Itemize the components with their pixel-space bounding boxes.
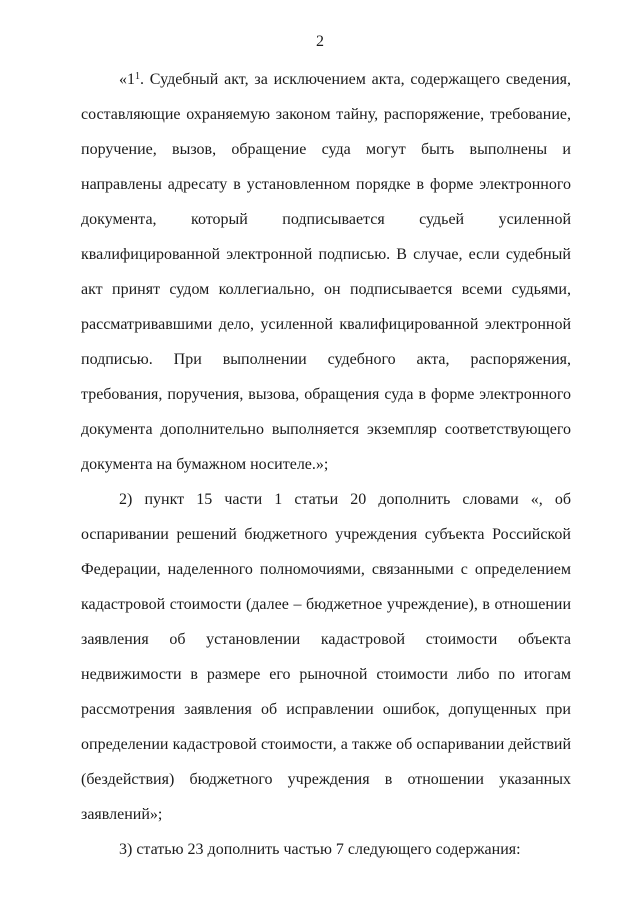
page-number: 2 (316, 33, 324, 50)
paragraph-1-superscript: 1 (135, 71, 140, 82)
paragraph-3: 3) статью 23 дополнить частью 7 следующего содержания: (119, 841, 521, 858)
paragraph-1 (81, 62, 571, 482)
document-body (81, 62, 571, 867)
paragraph-1-text: . Судебный акт, за исключением акта, содержащего сведения, составляющие охраняемую законом тайну, распоряжение, требование, поручение, вызов, обращение суда могут быть выполнены и направлены адресату в установленном порядке в форме электронного документа, который подписывается судьей усиленной квалифицированной электронной подписью. В случае, если судебный акт принят судом коллегиально, он подписывается всеми судьями, рассматривавшими дело, усиленной квалифицированной электронной подписью. При выполнении судебного акта, распоряжения, требования, поручения, вызова, обращения суда в форме электронного документа дополнительно выполняется экземпляр соответствующего документа на бумажном носителе.»; (81, 71, 571, 473)
paragraph-1-prefix: «1 (119, 71, 135, 88)
paragraph-2: 2) пункт 15 части 1 статьи 20 дополнить словами «, об оспаривании решений бюджетного учреждения субъекта Российской Федерации, наделенного полномочиями, связанными с определением кадастровой стоимости (далее – бюджетное учреждение), в отношении заявления об установлении кадастровой стоимости объекта недвижимости в размере его рыночной стоимости либо по итогам рассмотрения заявления об исправлении ошибок, допущенных при определении кадастровой стоимости, а также об оспаривании действий (бездействия) бюджетного учреждения в отношении указанных заявлений»; (81, 491, 571, 823)
